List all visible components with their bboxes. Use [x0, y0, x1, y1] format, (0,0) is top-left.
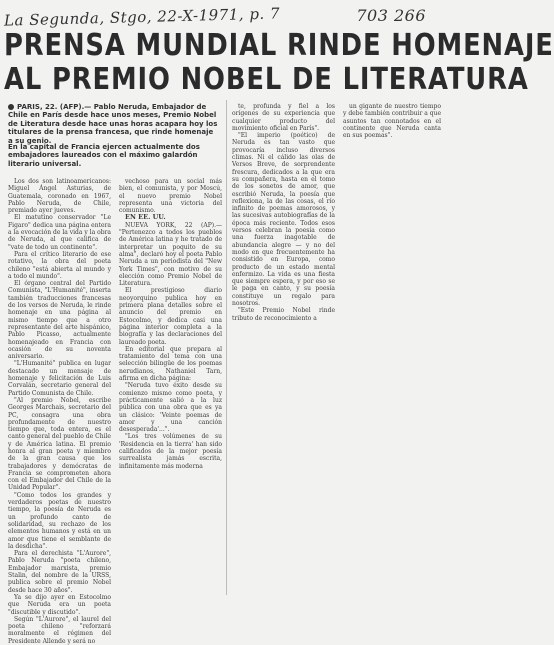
paragraph: NUEVA YORK, 22 (AP).— "Pertenezco a todos los pueblos de América latina y he tratado de interpretar un poquito de su alma", declaró hoy el poeta Pablo Neruda a un periodista del "New York Times", con motivo de su elección como Premio Nobel de Literatura.: [119, 221, 222, 288]
paragraph: "L'Humanité" publica en lugar destacado un mensaje de homenaje y felicitación de Luis Corvalán, secretario general del Partido Comunista de Chile.: [8, 360, 111, 397]
section-subhead: EN EE. UU.: [125, 213, 166, 222]
bullet-icon: [8, 104, 14, 110]
article-column-1: [8, 178, 111, 645]
paragraph: Los dos son latinoamericanos: Miguel Ángel Asturias, de Guatemala, coronado en 1967, Pablo Neruda, de Chile, premiado ayer jueves.: [8, 178, 111, 215]
paragraph: "Como todos los grandes y verdaderos poetas de nuestro tiempo, la poesía de Neruda es un profundo canto de solidaridad, su rechazo de los elementos humanos y está en un amor que tiene el semblante de la desdicha".: [8, 491, 111, 550]
lead-paragraph-2: En la capital de Francia ejercen actualmente dos embajadores laureados con el máximo galardón literario universal.: [8, 143, 200, 168]
paragraph: El órgano central del Partido Comunista, "L'Humanité", inserta también traducciones francesas de los versos de Neruda, le rinde homenaje en una página al mismo tiempo que a otro representante del arte hispánico, Pablo Picasso, actualmente homenajeado en Francia con ocasión de su noventa aniversario.: [8, 280, 111, 361]
paragraph: vechoso para un social más bien, el comunista, y por Moscú, el nuevo premio Nobel representa una victoria del comunismo.: [119, 178, 222, 215]
paragraph: En editorial que prepara al tratamiento del tema con una selección bilingüe de los poemas nerudianos, Nathaniel Tarn, afirma en dicha página:: [119, 345, 222, 383]
paragraph: El prestigioso diario neoyorquino publica hoy en primera plana detalles sobre el anuncio del premio en Estocolmo, y dedica casi una página interior completa a la biografía y las declaraciones del laureado poeta.: [119, 287, 222, 346]
paragraph: "Al premio Nobel, escribe Georges Marchais, secretario del PC, consagra una obra profundamente de nuestro tiempo que, toda entera, es el canto general del pueblo de Chile y de América latina. El premio honra al gran poeta y miembro de la gran causa que los trabajadores y demócratas de Francia se comprometen ahora con el Embajador del Chile de la Unidad Popular".: [8, 396, 111, 492]
paragraph: "Neruda tuvo éxito desde su comienzo mismo como poeta, y prácticamente salió a la luz pública con una obra que es ya un clásico: 'Veinte poemas de amor y una canción desesperada'...".: [119, 382, 222, 434]
paragraph: un gigante de nuestro tiempo y debe también contribuir a que asuntos tan connotados en el continente que Neruda canta en sus poemas".: [343, 103, 441, 140]
paragraph: Según "L'Aurore", el laurel del poeta chileno "reforzará moralmente el régimen del Presidente Allende y será no: [8, 615, 111, 645]
article-column-2: [119, 178, 222, 598]
lead-text: PARIS, 22. (AFP).— Pablo Neruda, Embajador de Chile en París desde hace unos meses, Premio Nobel de Literatura desde hace unas horas acapara hoy los titulares de la prensa francesa, que rinde homenaje a su genio.: [8, 103, 218, 145]
paragraph: El matutino conservador "Le Figaro" dedica una página entera a la evocación de la vida y la obra de Neruda, al que califica de "vate de todo un continente".: [8, 214, 111, 251]
headline-line-2: AL PREMIO NOBEL DE LITERATURA: [4, 62, 529, 97]
headline-line-1: PRENSA MUNDIAL RINDE HOMENAJE: [4, 28, 554, 63]
paragraph: te, profunda y fiel a los orígenes de su experiencia que cualquier producto del movimiento oficial en París".: [232, 103, 335, 132]
article-column-3: [232, 103, 335, 598]
paragraph: "El imperio (poético) de Neruda es tan vasto que provocaría incluso diversos climas. Ni el cálido las olas de Versos Breve, de sorprendente frescura, dedicados a la que era su compañera, hasta en el tomo de los sonetos de amor, que escribió Neruda, la poesía que reflexiona, la de las cosas, el río infinito de poemas amorosos, y las sucesivas autobiografías de la época más reciente. Todos esos versos celebran la poesía como una fuerza inagotable de abundancia alegre — y no del modo en que frecuentemente ha consistido en Europa, como producto de un estado mental enfermizo. La vida es una fiesta que siempre espera, y por eso se le paga en canto, y su poesía constituye un regalo para nosotros.: [232, 132, 335, 308]
handwritten-source-note: [4, 4, 440, 30]
handwritten-citation: La Segunda, Stgo, 22-X-1971, p. 7: [3, 4, 281, 30]
article-column-4: [343, 103, 441, 243]
handwritten-catalog-number: 703 266: [356, 6, 426, 25]
paragraph: "Este Premio Nobel rinde tributo de reconocimiento a: [232, 307, 335, 322]
lead-paragraph: [8, 103, 220, 145]
paragraph: Para el crítico literario de ese rotativo, la obra del poeta chileno "está abierta al mundo y a todo el mundo".: [8, 250, 111, 280]
paragraph: "Los tres volúmenes de su 'Residencia en la tierra' han sido calificados de la mejor poesía surrealista jamás escrita, infinitamente más moderna: [119, 433, 222, 470]
column-divider: [226, 100, 227, 595]
paragraph: Ya se dijo ayer en Estocolmo que Neruda era un poeta "discutible y discutido".: [8, 593, 111, 616]
paragraph: Para el derechista "L'Aurore", Pablo Neruda "poeta chileno, Embajador marxista, premio Stalin, del nombre de la URSS, publica sobre el premio Nobel desde hace 30 años".: [8, 550, 111, 594]
